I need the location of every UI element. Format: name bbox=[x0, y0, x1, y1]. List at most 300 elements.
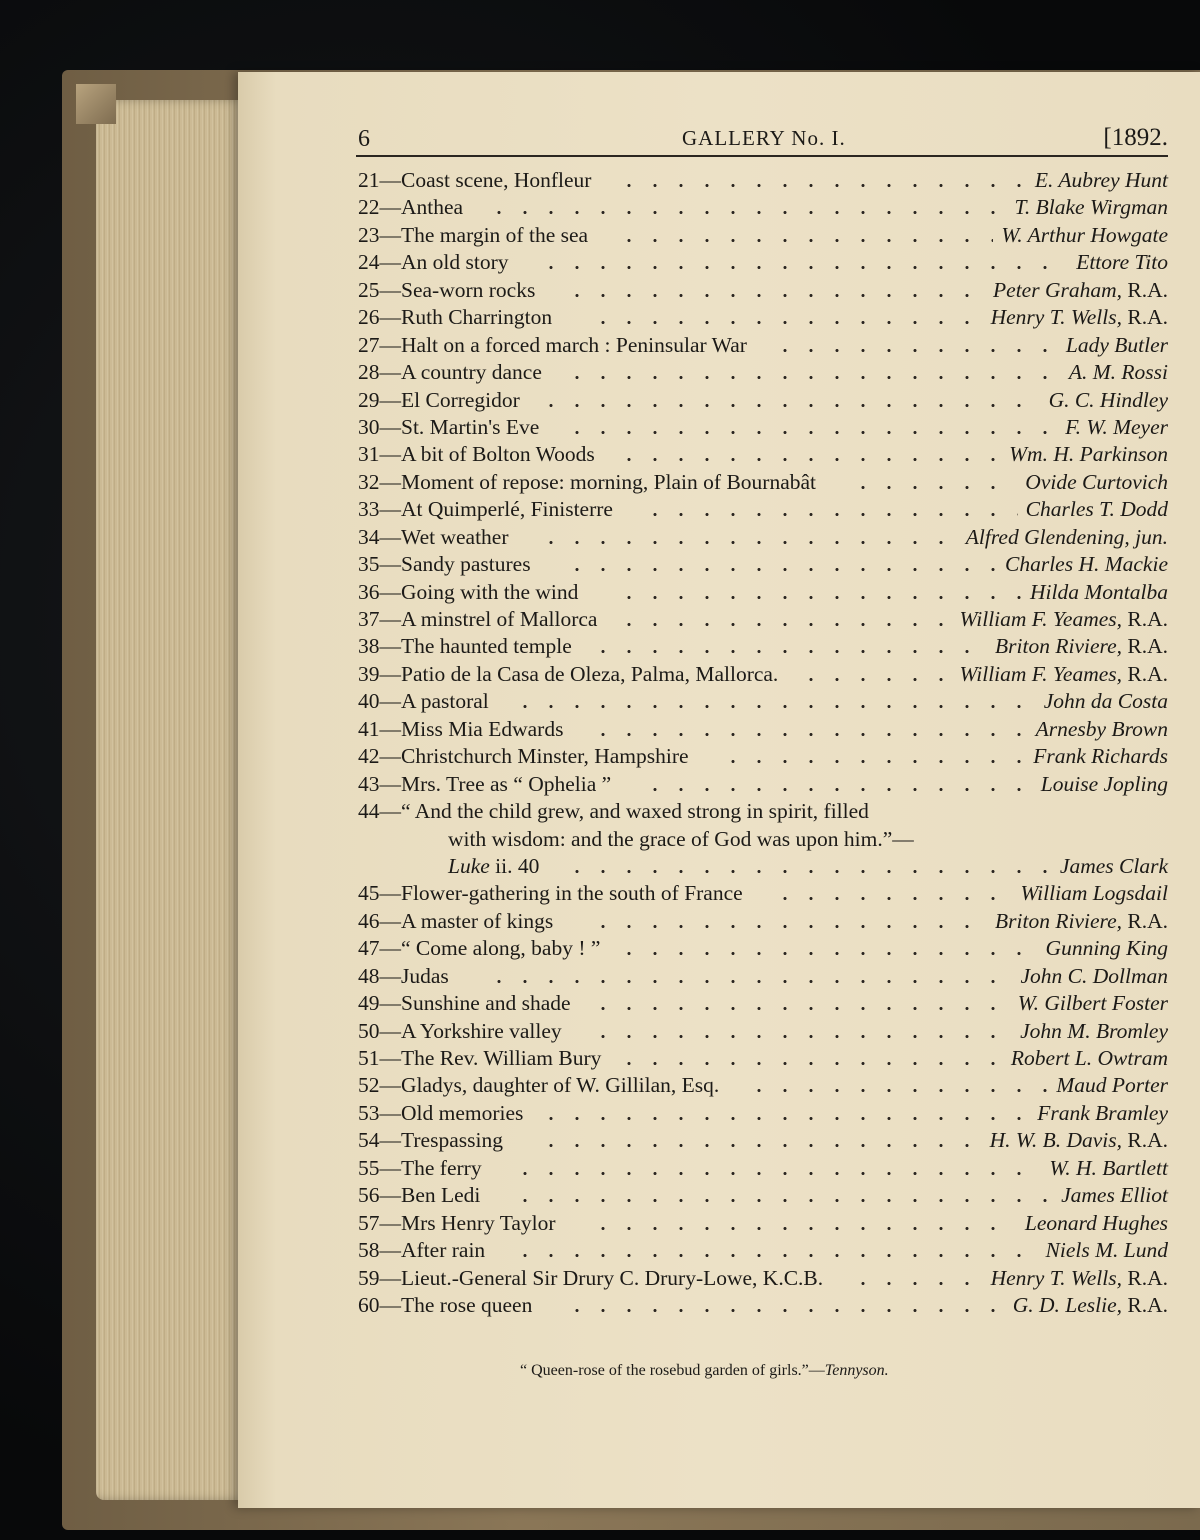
entry-title-text: Anthea bbox=[401, 195, 464, 220]
entry-artist bbox=[1035, 168, 1168, 193]
dot-leader bbox=[772, 331, 1058, 355]
entry-dash: — bbox=[379, 689, 401, 714]
entry-number: 28 bbox=[358, 360, 380, 385]
entry-title bbox=[358, 662, 778, 687]
entry-dash: — bbox=[379, 332, 401, 357]
entry-artist bbox=[993, 278, 1168, 303]
entry-artist bbox=[1020, 964, 1168, 989]
entry-dash: — bbox=[379, 744, 401, 769]
entry-title bbox=[358, 689, 489, 714]
entry-number: 49 bbox=[358, 991, 380, 1016]
entry-title bbox=[358, 223, 588, 248]
entry-title bbox=[358, 1046, 601, 1071]
entry-number: 30 bbox=[358, 414, 380, 439]
catalog-entry bbox=[356, 1071, 1168, 1098]
artist-name: John C. Dollman bbox=[1020, 963, 1168, 988]
artist-name: W. Arthur Howgate bbox=[1001, 222, 1168, 247]
catalog-entry bbox=[356, 660, 1168, 687]
entry-artist bbox=[1069, 360, 1168, 385]
artist-name: Henry T. Wells, bbox=[990, 1265, 1122, 1290]
entry-title bbox=[358, 388, 520, 413]
entry-line bbox=[356, 797, 1168, 824]
artist-name: W. H. Bartlett bbox=[1049, 1155, 1168, 1180]
dot-leader bbox=[798, 660, 952, 684]
artist-name: James Elliot bbox=[1061, 1183, 1168, 1208]
entry-title-text: At Quimperlé, Finisterre bbox=[401, 497, 613, 522]
entry-number: 34 bbox=[358, 524, 380, 549]
entry-title-text: Halt on a forced march : Peninsular War bbox=[401, 332, 747, 357]
entry-artist bbox=[1018, 991, 1168, 1016]
catalog-entry bbox=[356, 1209, 1168, 1236]
dot-leader bbox=[590, 989, 1010, 1013]
entry-title-text: Sea-worn rocks bbox=[401, 277, 536, 302]
catalog-entry bbox=[356, 495, 1168, 522]
entry-title bbox=[448, 854, 539, 879]
entry-title-text: Wet weather bbox=[401, 524, 509, 549]
entry-dash: — bbox=[379, 1100, 401, 1125]
entry-artist bbox=[1020, 881, 1168, 906]
catalog-entry bbox=[356, 962, 1168, 989]
catalog-entry bbox=[356, 331, 1168, 358]
closing-quote bbox=[520, 1362, 889, 1380]
entry-dash: — bbox=[379, 442, 401, 467]
entry-dash: — bbox=[379, 799, 401, 824]
entry-title-text: The ferry bbox=[401, 1155, 482, 1180]
entry-dash: — bbox=[379, 552, 401, 577]
artist-name: Ovide Curtovich bbox=[1025, 469, 1168, 494]
entry-number: 55 bbox=[358, 1155, 380, 1180]
entry-title-text: Judas bbox=[401, 963, 449, 988]
entry-title-text: St. Martin's Eve bbox=[401, 414, 540, 439]
entry-title bbox=[358, 799, 869, 824]
entry-title-text: Ben Ledi bbox=[401, 1183, 481, 1208]
artist-honour: R.A. bbox=[1122, 305, 1168, 330]
dot-leader bbox=[850, 1264, 983, 1288]
entry-artist bbox=[1011, 1046, 1168, 1071]
entry-artist: James Clark bbox=[1059, 853, 1168, 878]
entry-dash: — bbox=[379, 497, 401, 522]
entry-artist bbox=[1049, 388, 1168, 413]
entry-dash: — bbox=[379, 1238, 401, 1263]
artist-name: G. D. Leslie, bbox=[1012, 1292, 1122, 1317]
dot-leader bbox=[564, 550, 997, 574]
dot-leader bbox=[590, 1017, 1012, 1041]
entry-number: 33 bbox=[358, 497, 380, 522]
catalog-entry bbox=[356, 166, 1168, 193]
entry-title-text: Patio de la Casa de Oleza, Palma, Mallorca. bbox=[401, 661, 779, 686]
entry-title bbox=[358, 580, 578, 605]
entry-artist bbox=[995, 634, 1168, 659]
entry-number: 47 bbox=[358, 936, 380, 961]
entry-line bbox=[356, 852, 1168, 879]
entry-artist bbox=[960, 662, 1168, 687]
entry-title bbox=[358, 634, 572, 659]
entry-dash: — bbox=[379, 1265, 401, 1290]
artist-name: Maud Porter bbox=[1056, 1073, 1168, 1098]
catalog-entry bbox=[356, 193, 1168, 220]
entry-number: 32 bbox=[358, 469, 380, 494]
entry-artist bbox=[1049, 1156, 1168, 1181]
artist-name: H. W. B. Davis, bbox=[989, 1128, 1122, 1153]
entry-dash: — bbox=[379, 195, 401, 220]
entry-title-text: The rose queen bbox=[401, 1292, 533, 1317]
catalog-entry bbox=[356, 303, 1168, 330]
catalog-entry bbox=[356, 770, 1168, 797]
entry-title-text: A master of kings bbox=[401, 908, 554, 933]
artist-honour: R.A. bbox=[1122, 607, 1168, 631]
artist-name: Briton Riviere, bbox=[995, 634, 1122, 659]
entry-dash: — bbox=[379, 1018, 401, 1043]
artist-name: Henry T. Wells, bbox=[990, 305, 1122, 330]
scripture-book: Luke bbox=[448, 853, 490, 878]
entry-title-text: The margin of the sea bbox=[401, 222, 589, 247]
entry-title bbox=[358, 1211, 556, 1236]
catalog-entry bbox=[356, 276, 1168, 303]
entry-dash: — bbox=[379, 963, 401, 988]
entry-artist bbox=[1036, 717, 1168, 742]
entry-dash: — bbox=[379, 1073, 401, 1098]
entry-title bbox=[358, 278, 535, 303]
artist-honour: R.A. bbox=[1122, 908, 1168, 933]
entry-title-text: Coast scene, Honfleur bbox=[401, 168, 592, 192]
dot-leader bbox=[616, 440, 1001, 464]
dot-leader bbox=[590, 303, 983, 327]
entry-artist bbox=[1030, 580, 1168, 605]
dot-leader bbox=[512, 1154, 1041, 1178]
entry-title bbox=[358, 250, 509, 275]
entry-number: 51 bbox=[358, 1046, 380, 1070]
entry-number: 44 bbox=[358, 799, 380, 824]
dot-leader bbox=[590, 907, 987, 931]
artist-name: Robert L. Owtram bbox=[1010, 1046, 1168, 1070]
dot-leader bbox=[772, 879, 1012, 903]
entry-dash: — bbox=[379, 168, 401, 192]
entry-title bbox=[358, 360, 542, 385]
dot-leader bbox=[512, 1236, 1038, 1260]
entry-artist bbox=[1025, 470, 1168, 495]
entry-title-text: Lieut.-General Sir Drury C. Drury-Lowe, K.C.B. bbox=[401, 1265, 824, 1290]
dot-leader bbox=[590, 632, 987, 656]
catalog-entry bbox=[356, 687, 1168, 714]
entry-title-text: Mrs. Tree as “ Ophelia ” bbox=[401, 771, 612, 796]
entry-dash: — bbox=[379, 387, 401, 412]
catalog-entry bbox=[356, 989, 1168, 1016]
dot-leader bbox=[642, 770, 1033, 794]
entry-title bbox=[358, 991, 571, 1016]
entry-title-text: Ruth Charrington bbox=[401, 305, 553, 330]
cover-corner bbox=[76, 84, 116, 124]
entry-title bbox=[358, 497, 613, 522]
entry-dash: — bbox=[379, 305, 401, 330]
dot-leader bbox=[850, 468, 1017, 492]
entry-title bbox=[358, 909, 553, 934]
artist-name: Louise Jopling bbox=[1040, 771, 1168, 796]
artist-name: Frank Bramley bbox=[1037, 1100, 1168, 1125]
entry-number: 52 bbox=[358, 1073, 380, 1098]
entry-title bbox=[358, 772, 611, 797]
entry-artist bbox=[1009, 442, 1168, 467]
entry-number: 23 bbox=[358, 222, 380, 247]
entry-title-text: Sunshine and shade bbox=[401, 991, 571, 1016]
catalog-entry bbox=[356, 578, 1168, 605]
entry-dash: — bbox=[379, 1183, 401, 1208]
entry-title bbox=[358, 1019, 562, 1044]
entry-number: 38 bbox=[358, 634, 380, 659]
catalog-list bbox=[356, 166, 1168, 1318]
entry-number: 26 bbox=[358, 305, 380, 330]
entry-title-text: Gladys, daughter of W. Gillilan, Esq. bbox=[401, 1073, 720, 1098]
entry-dash: — bbox=[379, 881, 401, 906]
entry-title-text: The haunted temple bbox=[401, 634, 572, 659]
entry-artist bbox=[1037, 1101, 1168, 1126]
header-rule bbox=[356, 155, 1168, 157]
entry-title bbox=[358, 881, 743, 906]
catalog-entry bbox=[356, 907, 1168, 934]
entry-dash: — bbox=[379, 469, 401, 494]
entry-title-text: Trespassing bbox=[401, 1128, 503, 1153]
entry-title-text: Sandy pastures bbox=[401, 552, 531, 577]
catalog-entry-multiline bbox=[356, 797, 1168, 879]
entry-title-text: After rain bbox=[401, 1238, 486, 1263]
catalog-entry bbox=[356, 1017, 1168, 1044]
entry-artist bbox=[1041, 772, 1168, 797]
entry-number: 22 bbox=[358, 195, 380, 220]
entry-number: 58 bbox=[358, 1238, 380, 1263]
entry-title-text: with wisdom: and the grace of God was upon him.”— bbox=[448, 826, 914, 851]
entry-artist bbox=[1044, 689, 1168, 714]
entry-number: 27 bbox=[358, 332, 380, 357]
entry-number: 54 bbox=[358, 1128, 380, 1153]
entry-number: 57 bbox=[358, 1210, 380, 1235]
dot-leader bbox=[564, 358, 1061, 382]
entry-title bbox=[358, 1073, 719, 1098]
entry-number: 50 bbox=[358, 1018, 380, 1043]
entry-title-text: The Rev. William Bury bbox=[401, 1046, 602, 1070]
entry-title-text: Going with the wind bbox=[401, 579, 579, 604]
artist-honour: R.A. bbox=[1122, 634, 1168, 659]
artist-name: Charles H. Mackie bbox=[1004, 552, 1168, 577]
entry-title-text: Christchurch Minster, Hampshire bbox=[401, 744, 689, 769]
catalog-entry bbox=[356, 413, 1168, 440]
entry-number: 48 bbox=[358, 963, 380, 988]
dot-leader bbox=[538, 386, 1041, 410]
entry-artist bbox=[990, 1128, 1168, 1153]
entry-title-text: El Corregidor bbox=[401, 387, 520, 412]
catalog-entry bbox=[356, 1099, 1168, 1126]
gallery-title: GALLERY No. I. bbox=[682, 126, 846, 150]
entry-title-text: A minstrel of Mallorca bbox=[401, 607, 598, 631]
page-edges bbox=[96, 100, 246, 1500]
entry-number: 59 bbox=[358, 1265, 380, 1290]
catalog-entry bbox=[356, 523, 1168, 550]
entry-title-text: A pastoral bbox=[401, 689, 489, 714]
entry-artist bbox=[960, 607, 1168, 632]
entry-dash: — bbox=[379, 579, 401, 604]
entry-artist bbox=[991, 1266, 1168, 1291]
entry-dash: — bbox=[379, 1128, 401, 1153]
dot-leader bbox=[616, 166, 1027, 190]
artist-honour: R.A. bbox=[1122, 1128, 1168, 1153]
entry-title bbox=[358, 168, 591, 193]
entry-dash: — bbox=[379, 716, 401, 741]
entry-artist bbox=[1046, 936, 1168, 961]
quote-text: “ Queen-rose of the rosebud garden of girls.”— bbox=[520, 1362, 825, 1379]
entry-title-text: Moment of repose: morning, Plain of Bournabât bbox=[401, 469, 816, 494]
entry-artist bbox=[1046, 1238, 1168, 1263]
artist-name: G. C. Hindley bbox=[1048, 387, 1168, 412]
year-label: [1892. bbox=[1103, 124, 1168, 151]
entry-line bbox=[356, 825, 1168, 852]
entry-artist bbox=[995, 909, 1168, 934]
artist-honour: R.A. bbox=[1122, 1265, 1168, 1290]
entry-title bbox=[358, 305, 552, 330]
entry-number: 41 bbox=[358, 716, 380, 741]
entry-title-text: Mrs Henry Taylor bbox=[401, 1210, 556, 1235]
catalog-entry bbox=[356, 934, 1168, 961]
entry-artist bbox=[1061, 1183, 1168, 1208]
entry-dash: — bbox=[379, 222, 401, 247]
dot-leader bbox=[720, 742, 1025, 766]
entry-title-text: “ Come along, baby ! ” bbox=[401, 936, 601, 961]
artist-honour: R.A. bbox=[1122, 661, 1168, 686]
quote-author: Tennyson. bbox=[824, 1362, 889, 1379]
dot-leader bbox=[486, 962, 1012, 986]
artist-name: Charles T. Dodd bbox=[1025, 497, 1168, 522]
entry-artist bbox=[1066, 333, 1168, 358]
page-header bbox=[358, 118, 1168, 158]
artist-name: Peter Graham, bbox=[993, 277, 1122, 302]
entry-title bbox=[358, 470, 816, 495]
entry-number: 53 bbox=[358, 1100, 380, 1125]
entry-number: 46 bbox=[358, 908, 380, 933]
entry-title bbox=[358, 1293, 532, 1318]
entry-artist bbox=[1026, 497, 1168, 522]
dot-leader bbox=[616, 934, 1038, 958]
entry-number: 31 bbox=[358, 442, 380, 467]
entry-artist bbox=[1056, 1073, 1168, 1098]
catalog-entry bbox=[356, 879, 1168, 906]
catalog-entry bbox=[356, 1154, 1168, 1181]
entry-dash: — bbox=[379, 607, 401, 631]
entry-artist bbox=[1015, 195, 1168, 220]
entry-dash: — bbox=[379, 634, 401, 659]
entry-dash: — bbox=[379, 1155, 401, 1180]
entry-title bbox=[358, 1238, 485, 1263]
entry-number: 35 bbox=[358, 552, 380, 577]
artist-honour: R.A. bbox=[1122, 277, 1168, 302]
artist-name: Gunning King bbox=[1045, 936, 1168, 961]
entry-number: 56 bbox=[358, 1183, 380, 1208]
entry-dash: — bbox=[379, 1292, 401, 1317]
entry-number: 21 bbox=[358, 168, 380, 192]
catalog-entry bbox=[356, 742, 1168, 769]
entry-number: 29 bbox=[358, 387, 380, 412]
entry-title bbox=[358, 607, 597, 632]
entry-artist bbox=[1076, 250, 1168, 275]
entry-number: 40 bbox=[358, 689, 380, 714]
entry-number: 24 bbox=[358, 250, 380, 275]
entry-dash: — bbox=[379, 936, 401, 961]
entry-dash: — bbox=[379, 250, 401, 275]
entry-title-text: Miss Mia Edwards bbox=[401, 716, 564, 741]
entry-title bbox=[358, 525, 509, 550]
catalog-entry bbox=[356, 632, 1168, 659]
entry-title bbox=[358, 1128, 503, 1153]
entry-artist bbox=[991, 305, 1168, 330]
entry-artist bbox=[966, 525, 1168, 550]
entry-title-text: “ And the child grew, and waxed strong in spirit, filled bbox=[401, 799, 869, 824]
catalog-entry bbox=[356, 550, 1168, 577]
artist-name: William Logsdail bbox=[1020, 881, 1168, 906]
entry-number: 42 bbox=[358, 744, 380, 769]
dot-leader bbox=[590, 715, 1028, 739]
dot-leader bbox=[538, 523, 958, 547]
dot-leader bbox=[512, 1181, 1053, 1205]
entry-title bbox=[358, 415, 539, 440]
entry-number: 39 bbox=[358, 661, 380, 686]
entry-title-text: Flower-gathering in the south of France bbox=[401, 881, 743, 906]
catalog-entry bbox=[356, 1044, 1168, 1071]
entry-dash: — bbox=[379, 771, 401, 796]
artist-name: Briton Riviere, bbox=[995, 908, 1122, 933]
artist-name: William F. Yeames, bbox=[959, 661, 1122, 686]
entry-number: 60 bbox=[358, 1292, 380, 1317]
dot-leader bbox=[486, 193, 1007, 217]
entry-dash: — bbox=[379, 908, 401, 933]
entry-number: 25 bbox=[358, 277, 380, 302]
catalog-entry bbox=[356, 1126, 1168, 1153]
dot-leader bbox=[616, 221, 993, 245]
catalog-entry bbox=[356, 1291, 1168, 1318]
dot-leader bbox=[564, 1291, 1005, 1315]
entry-artist bbox=[1001, 223, 1168, 248]
artist-name: F. W. Meyer bbox=[1065, 414, 1168, 439]
dot-leader bbox=[564, 276, 985, 300]
page-number: 6 bbox=[358, 126, 370, 152]
entry-artist bbox=[1020, 1019, 1168, 1044]
artist-name: Wm. H. Parkinson bbox=[1009, 442, 1168, 467]
dot-leader bbox=[564, 852, 1052, 876]
dot-leader bbox=[746, 1071, 1048, 1095]
catalog-entry bbox=[356, 605, 1168, 632]
entry-dash: — bbox=[379, 524, 401, 549]
entry-dash: — bbox=[379, 277, 401, 302]
artist-name: A. M. Rossi bbox=[1068, 360, 1168, 385]
artist-name: John da Costa bbox=[1043, 689, 1168, 714]
artist-name: E. Aubrey Hunt bbox=[1034, 168, 1168, 192]
catalog-entry bbox=[356, 221, 1168, 248]
entry-title bbox=[358, 1156, 482, 1181]
entry-title-text: A Yorkshire valley bbox=[401, 1018, 562, 1043]
scripture-verse: ii. 40 bbox=[489, 853, 540, 878]
dot-leader bbox=[616, 605, 952, 629]
catalog-entry bbox=[356, 248, 1168, 275]
dot-leader bbox=[538, 1126, 982, 1150]
artist-name: Lady Butler bbox=[1065, 332, 1168, 357]
entry-artist bbox=[1005, 552, 1168, 577]
catalog-entry bbox=[356, 386, 1168, 413]
dot-leader bbox=[616, 1044, 1003, 1068]
entry-artist bbox=[1013, 1293, 1168, 1318]
entry-title bbox=[358, 1266, 823, 1291]
dot-leader bbox=[512, 687, 1036, 711]
entry-title bbox=[358, 333, 747, 358]
catalog-entry bbox=[356, 440, 1168, 467]
entry-title bbox=[358, 552, 531, 577]
artist-honour: R.A. bbox=[1122, 1292, 1168, 1317]
artist-name: William F. Yeames, bbox=[959, 607, 1122, 631]
catalog-entry bbox=[356, 1264, 1168, 1291]
